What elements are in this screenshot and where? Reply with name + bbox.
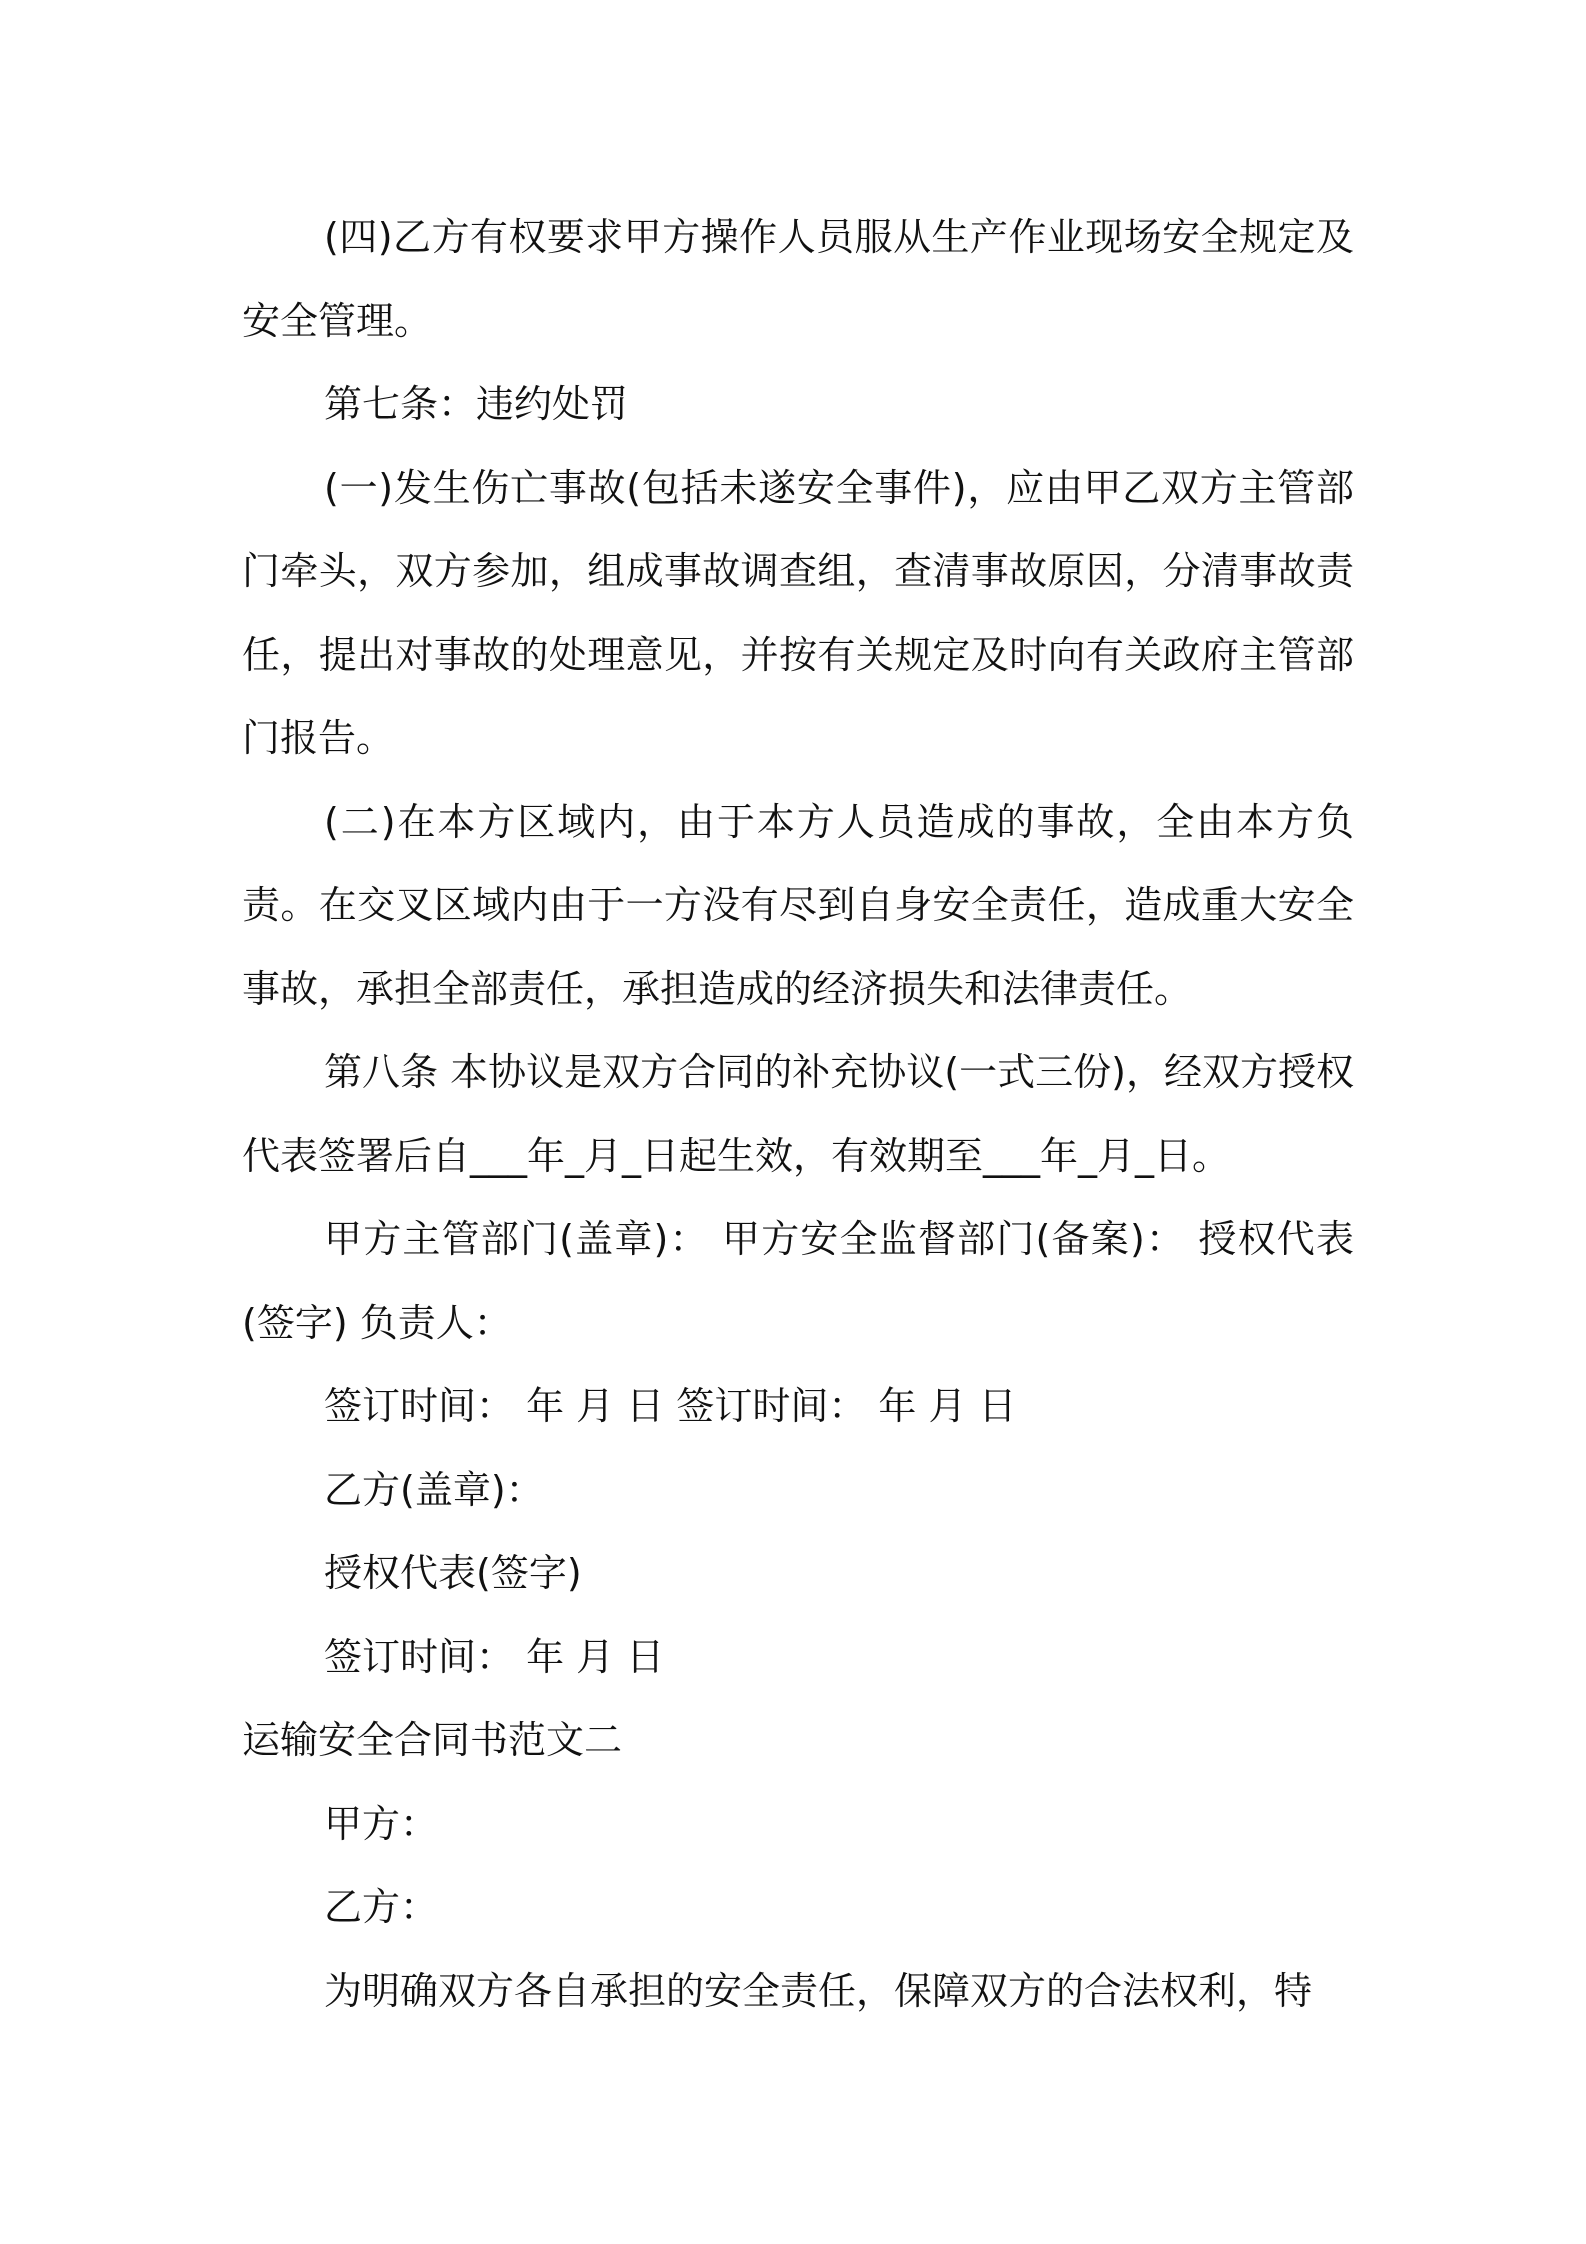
paragraph-purpose: 为明确双方各自承担的安全责任，保障双方的合法权利，特	[324, 1968, 1313, 2013]
party-a-label: 甲方：	[324, 1801, 439, 1846]
article-eight-effective-date: 第八条 本协议是双方合同的补充协议(一式三份)，经双方授权代表签署后自___年_月_日起生效，有效期至___年_月_日。	[242, 1050, 1354, 1178]
party-b-representative: 授权代表(签字)	[324, 1551, 582, 1595]
party-b-seal: 乙方(盖章)：	[324, 1467, 544, 1512]
party-a-signature-block: 甲方主管部门(盖章)： 甲方安全监督部门(备案)： 授权代表(签字) 负责人：	[242, 1217, 1354, 1345]
party-b-label: 乙方：	[324, 1885, 439, 1929]
paragraph-worker-compliance: (四)乙方有权要求甲方操作人员服从生产作业现场安全规定及安全管理。	[242, 215, 1354, 343]
party-b-signing-date: 签订时间： 年 月 日	[324, 1634, 665, 1679]
article-seven-heading: 第七条：违约处罚	[324, 382, 629, 426]
paragraph-accident-investigation: (一)发生伤亡事故(包括未遂安全事件)，应由甲乙双方主管部门牵头，双方参加，组成事故调查组，查清事故原因，分清事故责任，提出对事故的处理意见，并按有关规定及时向有关政府主管部门报告。	[242, 465, 1354, 760]
section-title-sample-two: 运输安全合同书范文二	[242, 1718, 623, 1762]
document-body	[242, 196, 1354, 2033]
party-a-signing-date: 签订时间： 年 月 日 签订时间： 年 月 日	[324, 1384, 1017, 1428]
paragraph-liability: (二)在本方区域内，由于本方人员造成的事故，全由本方负责。在交叉区域内由于一方没有尽到自身安全责任，造成重大安全事故，承担全部责任，承担造成的经济损失和法律责任。	[242, 799, 1354, 1011]
